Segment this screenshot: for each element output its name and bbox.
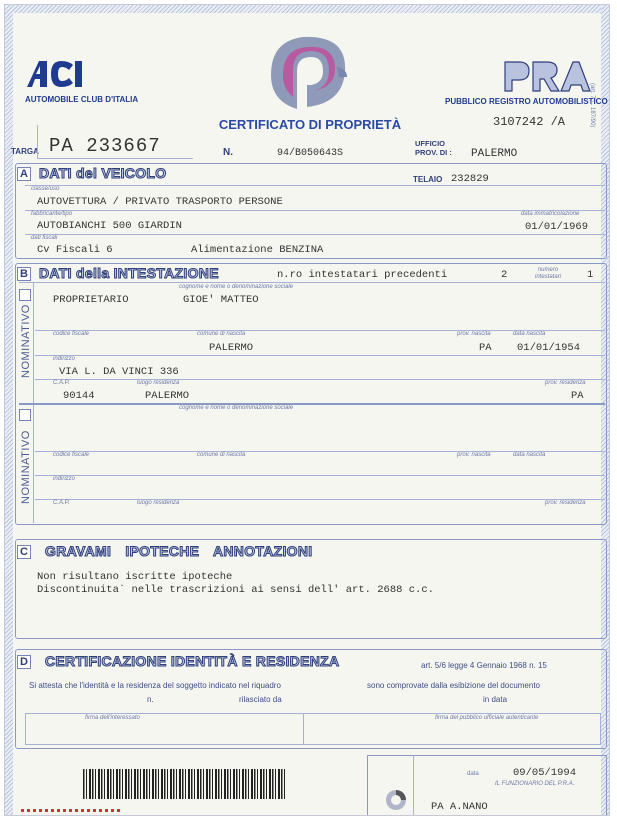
divider: [413, 755, 414, 816]
section-c-title: GRAVAMI IPOTECHE ANNOTAZIONI: [45, 543, 313, 559]
divider: [35, 379, 605, 380]
section-a-title: DATI del VEICOLO: [39, 165, 167, 181]
cap-value: 90144: [63, 390, 95, 402]
firma-interessato-label: firma dell'interessato: [85, 715, 140, 721]
indirizzo-label: indirizzo: [53, 356, 76, 362]
certificate-title: CERTIFICATO DI PROPRIETÀ: [218, 117, 402, 132]
divider: [19, 282, 605, 283]
office-label: UFFICIO PROV. DI :: [415, 139, 452, 157]
certificate-emblem-icon: [263, 31, 353, 115]
aci-logo-icon: [25, 57, 87, 89]
prov-nascita-label: prov. nascita: [457, 452, 491, 458]
nominativo-1-checkbox: [19, 289, 31, 301]
guilloche-border-top: [5, 5, 610, 13]
divider: [25, 185, 605, 186]
telaio-label: TELAIO: [413, 175, 443, 184]
document-number-label: n.: [147, 695, 154, 704]
luogo-residenza-label: luogo residenza: [137, 500, 180, 506]
prov-nascita-label: prov. nascita: [457, 331, 491, 337]
certificate-number: 94/B050643S: [277, 148, 344, 159]
comune-nascita-label: comune di nascita: [197, 452, 246, 458]
divider: [25, 234, 605, 235]
aci-name: AUTOMOBILE CLUB D'ITALIA: [25, 95, 139, 104]
annotation-line-1: Non risultano iscritte ipoteche: [37, 571, 233, 583]
immatricolazione-label: data immatricolazione: [521, 211, 580, 217]
section-d-proof-text: sono comprovate dalla esibizione del documento: [367, 681, 540, 690]
prov-residenza-label: prov. residenza: [545, 500, 586, 506]
nome-label: cognome e nome o denominazione sociale: [179, 405, 294, 411]
classe-uso-value: AUTOVETTURA / PRIVATO TRASPORTO PERSONE: [37, 196, 283, 208]
plate-number: PA 233667: [49, 135, 161, 157]
codice-fiscale-label: codice fiscale: [53, 452, 90, 458]
owner-name: GIOE' MATTEO: [183, 294, 259, 306]
classe-uso-label: classe/uso: [31, 186, 60, 192]
divider: [35, 499, 605, 500]
indirizzo-label: indirizzo: [53, 476, 76, 482]
immatricolazione-value: 01/01/1969: [525, 221, 589, 233]
n-label: N.: [223, 147, 233, 158]
divider: [33, 405, 34, 523]
fabbricante-label: fabbricante/tipo: [31, 211, 73, 217]
luogo-residenza-label: luogo residenza: [137, 380, 180, 386]
form-article-note: (art. 7 L. 187/90): [589, 83, 595, 128]
date-value: 09/05/1994: [513, 767, 577, 779]
pra-name: PUBBLICO REGISTRO AUTOMOBILISTICO: [445, 97, 608, 106]
divider: [33, 283, 34, 415]
certificate-page: [4, 4, 610, 816]
comune-nascita-label: comune di nascita: [197, 331, 246, 337]
date-label: data: [467, 771, 479, 777]
section-d-letter: D: [17, 655, 31, 669]
printer-mark: [21, 809, 121, 812]
indirizzo-value: VIA L. DA VINCI 336: [59, 366, 179, 378]
codice-fiscale-label: codice fiscale: [53, 331, 90, 337]
prov-nascita-value: PA: [479, 342, 492, 354]
nome-label: cognome e nome o denominazione sociale: [179, 284, 294, 290]
telaio-value: 232829: [451, 173, 489, 185]
barcode: [83, 769, 287, 799]
cv-fiscali-value: Cv Fiscali 6: [37, 244, 113, 256]
comune-nascita-value: PALERMO: [209, 342, 254, 354]
pra-seal-icon: [385, 789, 407, 811]
luogo-residenza-value: PALERMO: [145, 390, 190, 402]
numero-intestatari-value: 1: [587, 269, 594, 281]
nominativo-1-label: NOMINATIVO: [20, 304, 32, 378]
intestatari-precedenti-value: 2: [501, 269, 508, 281]
annotation-line-2: Discontinuita` nelle trascrizioni ai sensi dell' art. 2688 c.c.: [37, 584, 434, 596]
in-data-label: in data: [483, 695, 508, 704]
owner-role: PROPRIETARIO: [53, 294, 129, 306]
divider: [35, 475, 605, 476]
section-d-law-reference: art. 5/6 legge 4 Gennaio 1968 n. 15: [421, 661, 547, 670]
section-b-title: DATI della INTESTAZIONE: [39, 265, 219, 281]
targa-label: TARGA: [11, 147, 39, 156]
pra-logo-icon: [503, 59, 591, 93]
firma-ufficiale-label: firma del pubblico ufficiale autenticante: [435, 715, 539, 721]
office-value: PALERMO: [471, 148, 518, 160]
registry-code: 3107242 /A: [493, 115, 566, 129]
section-c-letter: C: [17, 545, 31, 559]
dati-fiscali-label: dati fiscali: [31, 235, 58, 241]
prov-residenza-label: prov. residenza: [545, 380, 586, 386]
numero-intestatari-label: numero intestatari: [535, 267, 562, 280]
data-nascita-label: data nascita: [513, 452, 546, 458]
divider: [25, 210, 605, 211]
section-a-letter: A: [17, 167, 31, 181]
prov-residenza-value: PA: [571, 390, 584, 402]
nominativo-2-checkbox: [19, 409, 31, 421]
divider: [303, 713, 304, 745]
cap-label: C.A.P.: [53, 500, 70, 506]
rilasciato-da-label: rilasciato da: [239, 695, 282, 704]
nominativo-2-label: NOMINATIVO: [20, 430, 32, 504]
section-d-title: CERTIFICAZIONE IDENTITÀ E RESIDENZA: [45, 653, 340, 669]
divider: [35, 355, 605, 356]
alimentazione-value: Alimentazione BENZINA: [191, 244, 324, 256]
funzionario-label: IL FUNZIONARIO DEL P.R.A.: [495, 781, 575, 787]
cap-label: C.A.P.: [53, 380, 70, 386]
section-b-letter: B: [17, 267, 31, 281]
data-nascita-label: data nascita: [513, 331, 546, 337]
fabbricante-value: AUTOBIANCHI 500 GIARDIN: [37, 220, 182, 232]
data-nascita-value: 01/01/1954: [517, 342, 581, 354]
funzionario-name: PA A.NANO: [431, 801, 488, 813]
intestatari-precedenti-label: n.ro intestatari precedenti: [277, 269, 448, 281]
guilloche-border-left: [5, 5, 13, 816]
section-d-attest-text: Si attesta che l'identità e la residenza del soggetto indicato nel riquadro: [29, 681, 281, 690]
divider: [19, 403, 605, 405]
